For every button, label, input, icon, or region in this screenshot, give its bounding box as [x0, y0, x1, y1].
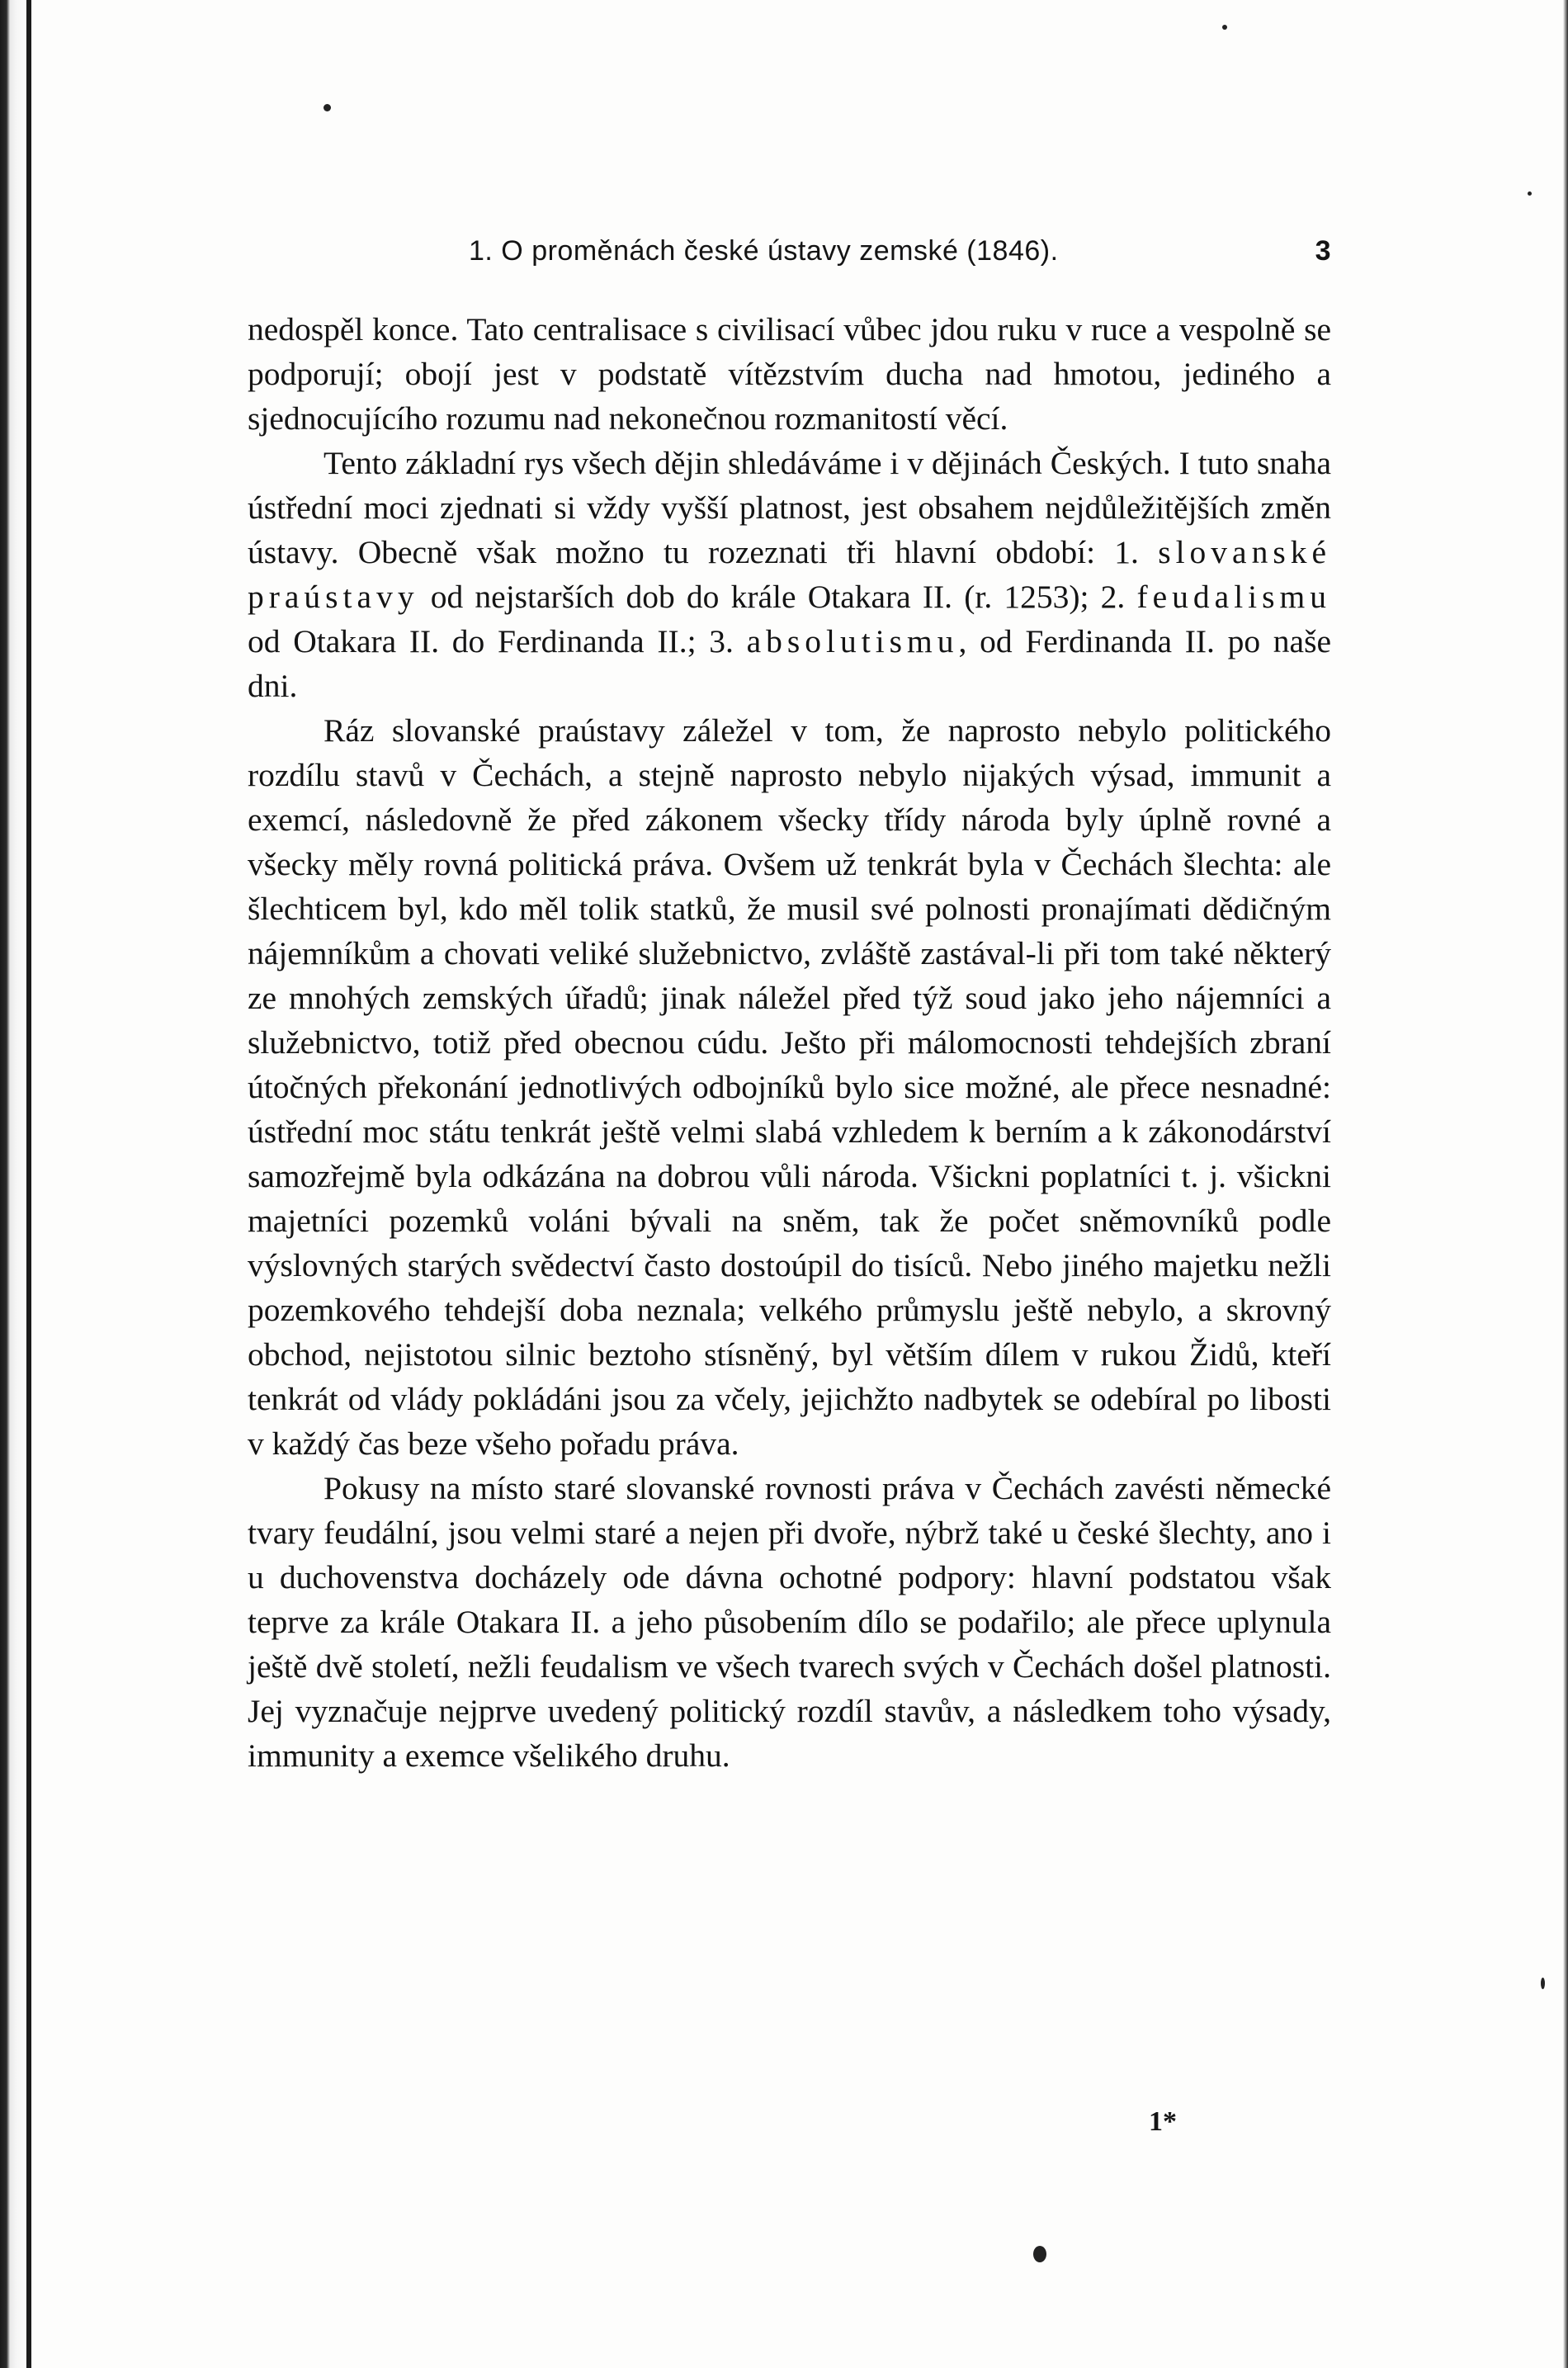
paragraph-text: Ráz slovanské praústavy záležel v tom, že naprosto nebylo politického rozdílu stavů v Čechách, a stejně naprosto nebylo nijakých výsad, immunit a exemcí, následovně že před zákonem všecky třídy národa byly úplně rovné a všecky měly rovná politická práva. Ovšem už tenkrát byla v Čechách šlechta: ale šlechticem byl, kdo měl tolik statků, že musil své polnosti pronajímati dědičným nájemníkům a chovati veliké služebnictvo, zvláště zastával-li při tom také některý ze mnohých zemských úřadů; jinak náležel před týž soud jako jeho nájemníci a služebnictvo, totiž před obecnou cúdu. Ješto při málomocnosti tehdejších zbraní útočných překonání jednotlivých odbojníků bylo sice možné, ale přece nesnadné: ústřední moc státu tenkrát ještě velmi slabá vzhledem k berním a k zákonodárství samozřejmě byla odkázána na dobrou vůli národa. Všickni poplatníci t. j. všickni majetníci pozemků voláni bývali na sněm, tak že počet sněmovníků podle výslovných starých svědectví často dostoúpil do tisíců. Nebo jiného majetku nežli pozemkového tehdejší doba neznala; velkého průmyslu ještě nebylo, a skrovný obchod, nejistotou silnic beztoho stísněný, byl větším dílem v rukou Židů, kteří tenkrát od vlády pokládáni jsou za včely, jejichžto nadbytek se odebíral po libosti v každý čas beze všeho pořadu práva. — [248, 712, 1331, 1462]
scan-speck — [324, 104, 331, 111]
paragraph-text: Tento základní rys všech dějin shledáváme i v dějinách Českých. I tuto snaha ústřední moci zjednati si vždy vyšší platnost, jest obsahem nejdůležitějších změn ústavy. Obecně však možno tu rozeznati tři hlavní období: 1. — [248, 445, 1331, 570]
paragraph-2 — [248, 441, 1331, 708]
page-number: 3 — [1315, 235, 1331, 267]
paragraph-text: , od Ferdinanda II. po naše dni. — [248, 623, 1331, 704]
emphasized-term: feudalismu — [1136, 579, 1331, 615]
scan-speck — [1033, 2246, 1046, 2262]
emphasized-term: slovanské praústavy — [248, 534, 1331, 615]
binding-shadow — [0, 0, 30, 2368]
scan-speck — [1528, 191, 1532, 196]
body-text — [248, 307, 1331, 1778]
paragraph-text: od Otakara II. do Ferdinanda II.; 3. — [248, 623, 747, 659]
page-edge — [1563, 0, 1568, 2368]
running-title: 1. O proměnách české ústavy zemské (1846). — [469, 235, 1059, 267]
paragraph-text: Pokusy na místo staré slovanské rovnosti práva v Čechách zavésti německé tvary feudální, jsou velmi staré a nejen při dvoře, nýbrž také u české šlechty, ano i u duchovenstva docházely ode dávna ochotné podpory: hlavní podstatou však teprve za krále Otakara II. a jeho působením dílo se podařilo; ale přece uplynula ještě dvě století, nežli feudalism ve všech tvarech svých v Čechách došel platnosti. Jej vyznačuje nejprve uvedený politický rozdíl stavův, a následkem toho výsady, immunity a exemce všelikého druhu. — [248, 1470, 1331, 1774]
binding-edge — [26, 0, 31, 2368]
signature-mark: 1* — [1149, 2106, 1177, 2137]
paragraph-3 — [248, 708, 1331, 1466]
scan-speck — [1222, 25, 1227, 30]
paragraph-text: od nejstarších dob do krále Otakara II. (r. 1253); 2. — [418, 579, 1137, 615]
emphasized-term: absolutismu — [746, 623, 959, 659]
paragraph-4 — [248, 1466, 1331, 1778]
paragraph-1 — [248, 307, 1331, 441]
running-header — [469, 235, 1331, 275]
scan-speck — [1541, 1978, 1545, 1989]
paragraph-text: nedospěl konce. Tato centralisace s civilisací vůbec jdou ruku v ruce a vespolně se podporují; obojí jest v podstatě vítězstvím ducha nad hmotou, jediného a sjednocujícího rozumu nad nekonečnou rozmanitostí věcí. — [248, 311, 1331, 437]
